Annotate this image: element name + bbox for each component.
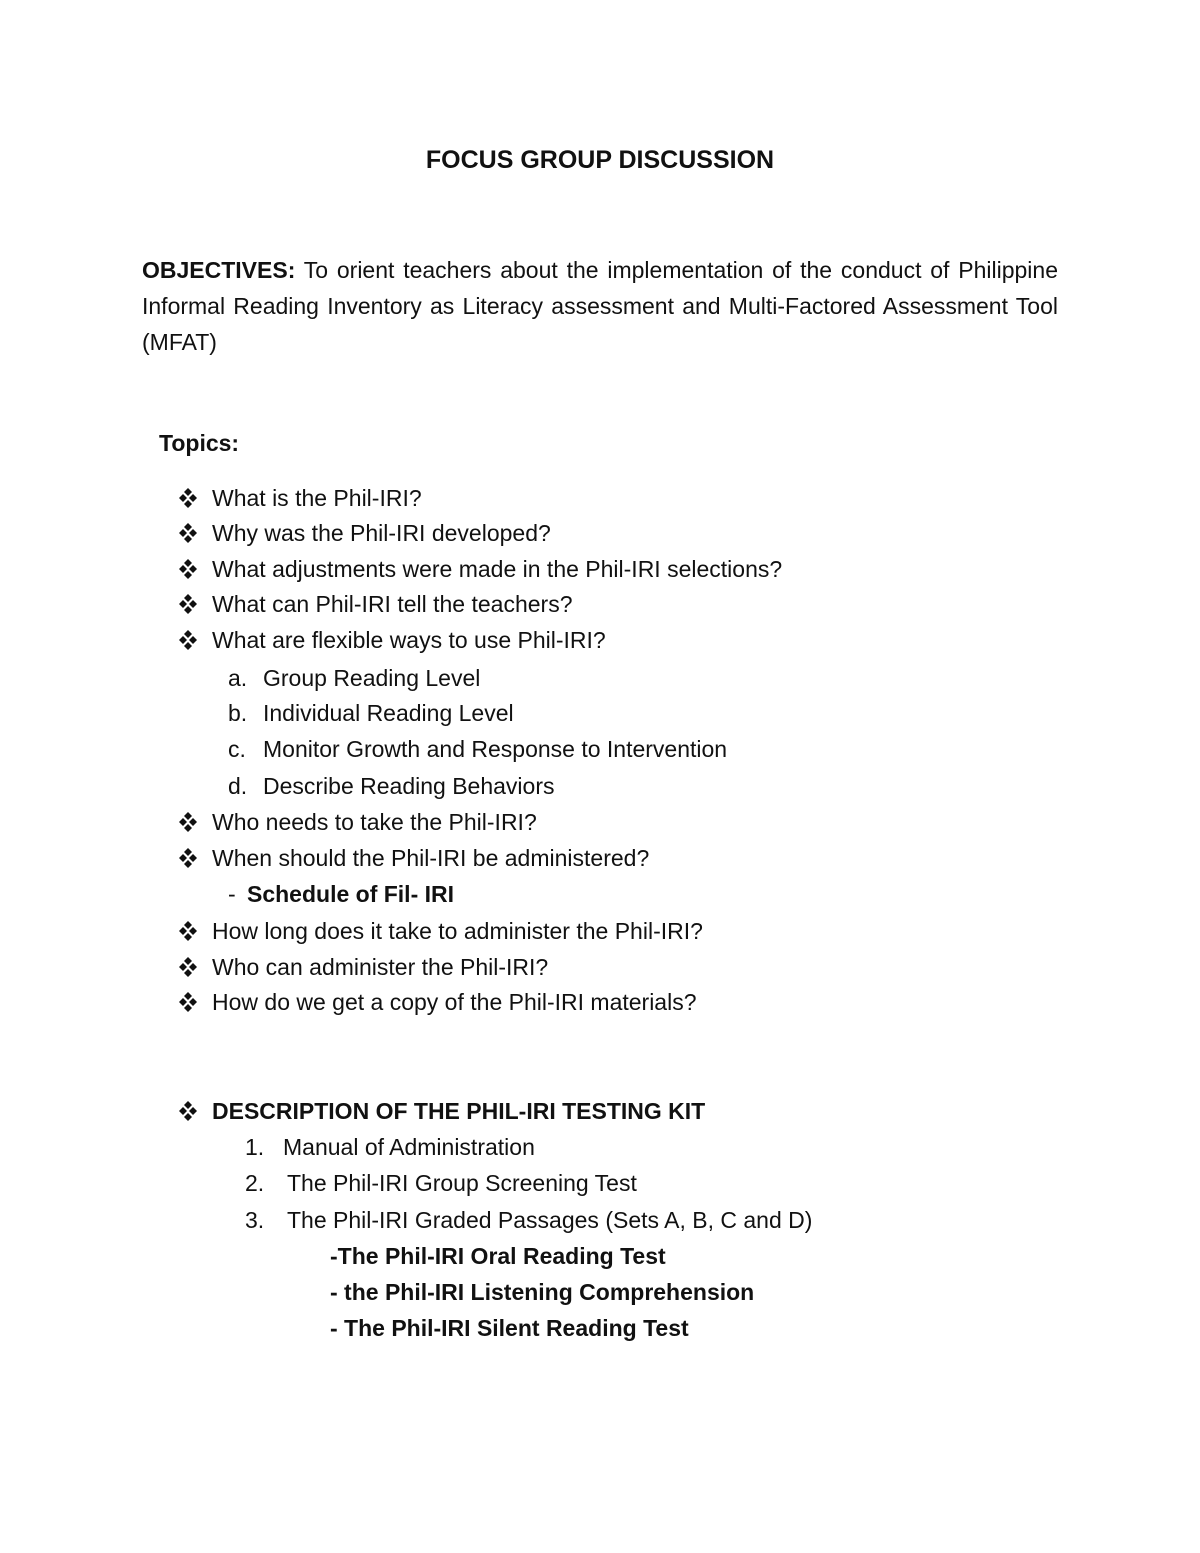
topic-item: Why was the Phil-IRI developed? — [212, 520, 551, 546]
dash-marker: - — [228, 881, 236, 907]
objectives-label: OBJECTIVES: — [142, 257, 296, 283]
four-diamond-bullet-icon — [177, 843, 201, 873]
topic-item: How long does it take to administer the Phil-IRI? — [212, 918, 703, 944]
numbered-marker: 2. — [245, 1170, 265, 1196]
topic-item: What are flexible ways to use Phil-IRI? — [212, 627, 606, 653]
topics-heading: Topics: — [159, 430, 240, 456]
four-diamond-bullet-icon — [177, 987, 201, 1017]
objectives-text: To orient teachers about the implementation of the conduct of Philippine Informal Reading Inventory as Literacy assessment and Multi-Factored Assessment Tool (MFAT) — [142, 257, 1058, 355]
numbered-item: The Phil-IRI Group Screening Test — [287, 1170, 637, 1196]
four-diamond-bullet-icon — [177, 1096, 201, 1126]
subitem-marker: d. — [228, 773, 248, 799]
subitem-marker: c. — [228, 736, 246, 762]
numbered-item: The Phil-IRI Graded Passages (Sets A, B, C and D) — [287, 1207, 813, 1233]
topic-item: When should the Phil-IRI be administered? — [212, 845, 650, 871]
subitem-marker: b. — [228, 700, 248, 726]
kit-subitem: - the Phil-IRI Listening Comprehension — [330, 1279, 755, 1305]
four-diamond-bullet-icon — [177, 807, 201, 837]
kit-subitem: -The Phil-IRI Oral Reading Test — [330, 1243, 666, 1269]
four-diamond-bullet-icon — [177, 518, 201, 548]
page-title: FOCUS GROUP DISCUSSION — [425, 146, 775, 174]
four-diamond-bullet-icon — [177, 483, 201, 513]
four-diamond-bullet-icon — [177, 589, 201, 619]
topic-item: What is the Phil-IRI? — [212, 485, 422, 511]
four-diamond-bullet-icon — [177, 916, 201, 946]
subitem-text: Describe Reading Behaviors — [263, 773, 555, 799]
four-diamond-bullet-icon — [177, 952, 201, 982]
description-heading: DESCRIPTION OF THE PHIL-IRI TESTING KIT — [212, 1098, 706, 1124]
subitem-text: Group Reading Level — [263, 665, 481, 691]
topic-item: How do we get a copy of the Phil-IRI materials? — [212, 989, 697, 1015]
subitem-marker: a. — [228, 665, 248, 691]
kit-subitem: - The Phil-IRI Silent Reading Test — [330, 1315, 689, 1341]
dash-item: Schedule of Fil- IRI — [247, 881, 455, 907]
four-diamond-bullet-icon — [177, 554, 201, 584]
topic-item: What can Phil-IRI tell the teachers? — [212, 591, 573, 617]
subitem-text: Individual Reading Level — [263, 700, 514, 726]
subitem-text: Monitor Growth and Response to Intervention — [263, 736, 728, 762]
objectives-paragraph — [142, 252, 1058, 360]
topic-item: What adjustments were made in the Phil-IRI selections? — [212, 556, 783, 582]
topic-item: Who needs to take the Phil-IRI? — [212, 809, 537, 835]
numbered-marker: 1. — [245, 1134, 265, 1160]
topic-item: Who can administer the Phil-IRI? — [212, 954, 549, 980]
numbered-marker: 3. — [245, 1207, 265, 1233]
four-diamond-bullet-icon — [177, 625, 201, 655]
numbered-item: Manual of Administration — [283, 1134, 535, 1160]
